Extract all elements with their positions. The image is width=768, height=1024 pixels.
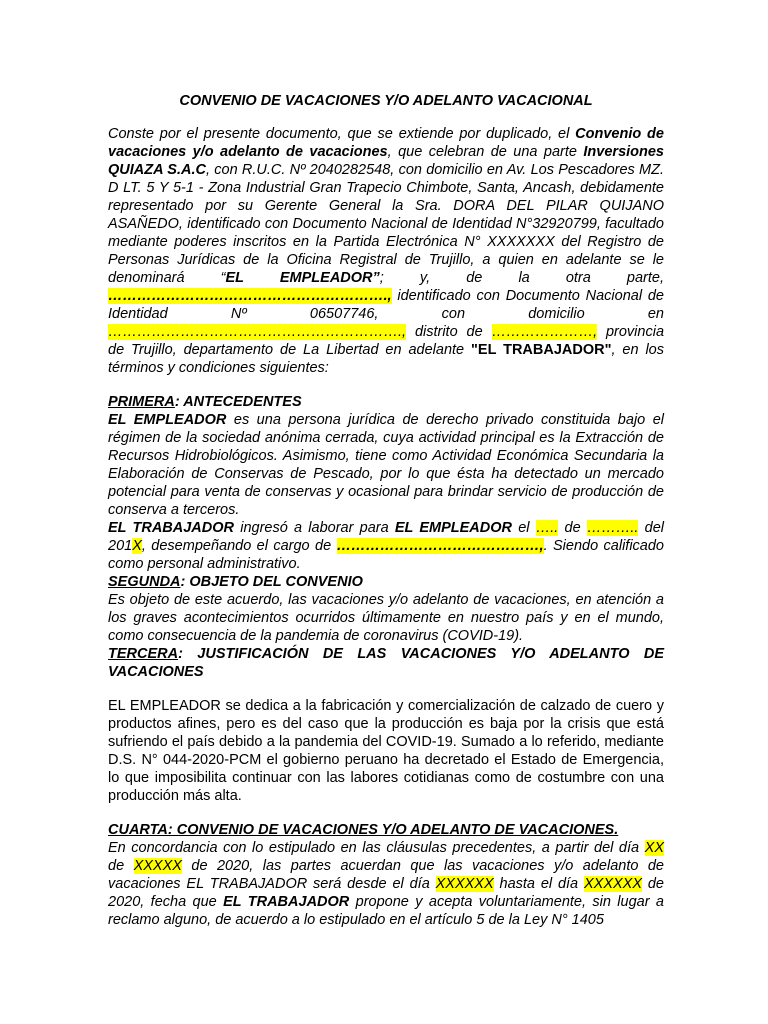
employer-label: EL EMPLEADOR” [225,270,380,286]
clause-title: : ANTECEDENTES [174,394,302,410]
clause-text: En concordancia con lo estipulado en las cláusulas precedentes, a partir del día [108,840,645,856]
month-blank: ……….. [586,520,639,536]
clause-title: : OBJETO DEL CONVENIO [180,574,363,590]
document-page [108,92,664,929]
tercera-paragraph: EL EMPLEADOR se dedica a la fabricación y comercialización de calzado de cuero y productos afines, pero es del caso que la producción es baja por la crisis que está sufriendo el país debido a la pandemia del COVID-19. Sumado a lo referido, mediante D.S. N° 044-2020-PCM el gobierno peruano ha decretado el Estado de Emergencia, lo que imposibilita continuar con las labores cotidianas como de costumbre con una producción más alta. [108,698,664,804]
agreement-name: Convenio de vacaciones y/o adelanto de vacaciones [108,126,664,160]
clause-number: TERCERA [108,646,179,662]
clause-text: hasta el día [493,876,584,892]
district-blank: …………………, [491,324,598,340]
intro-text: , con R.U.C. Nº 2040282548, con domicilio en Av. Los Pescadores MZ. D LT. 5 Y 5-1 - Zona Industrial Gran Trapecio Chimbote, Santa, Ancash, debidamente representado por su Gerente General la Sra. DORA DEL PILAR QUIJANO ASAÑEDO, identificado con Documento Nacional de Identidad N°32920799, facultado mediante poderes inscritos en la Partida Electrónica N° XXXXXXX del Registro de Personas Jurídicas de la Oficina Registral de Trujillo, a quien en adelante se le denominará “ [108,162,664,286]
intro-text: , que celebran de una parte [387,144,584,160]
segunda-paragraph: Es objeto de este acuerdo, las vacaciones y/o adelanto de vacaciones, en atención a los graves acontecimientos ocurridos últimamente en nuestro país y en el mundo, como consecuencia de la pandemia de coronavirus (COVID-19). [108,592,664,644]
intro-text: , en los términos y condiciones siguientes: [108,342,664,376]
month-blank: XXXXX [133,858,182,874]
document-title: CONVENIO DE VACACIONES Y/O ADELANTO VACACIONAL [179,93,593,109]
worker-label: EL TRABAJADOR [108,520,234,536]
clause-number: SEGUNDA [108,574,181,590]
primera-paragraph-2 [108,519,664,573]
start-date-blank: XXXXXX [435,876,494,892]
primera-heading [108,393,664,411]
clause-text: de 2020, fecha que [108,876,664,910]
tercera-heading [108,645,664,681]
clause-text: de [558,520,587,536]
day-blank: ….. [535,520,559,536]
clause-number: PRIMERA [108,394,175,410]
cuarta-paragraph [108,839,664,929]
year-blank: X [132,538,142,554]
intro-paragraph [108,125,664,377]
clause-text: el [512,520,536,536]
company-name: Inversiones QUIAZA S.A.C [108,144,664,178]
clause-title: : JUSTIFICACIÓN DE LAS VACACIONES Y/O ADELANTO DE VACACIONES [108,646,664,680]
day-blank: XX [644,840,664,856]
worker-name-blank: …………………………………………………., [108,288,392,304]
clause-text: propone y acepta voluntariamente, sin lugar a reclamo alguno, de acuerdo a lo estipulado en el artículo 5 de la Ley N° 1405 [108,894,664,928]
worker-label: EL TRABAJADOR [223,894,350,910]
worker-label: "EL TRABAJADOR" [471,342,612,358]
clause-text: es una persona jurídica de derecho privado constituida bajo el régimen de la sociedad anónima cerrada, cuya actividad principal es la Extracción de Recursos Hidrobiológicos. Asimismo, tiene como Actividad Económica Secundaria la Elaboración de Conservas de Pescado, por lo que ésta ha detectado un mercado potencial para venta de conservas y ocasional para brindar servicio de producción de conserva a terceros. [108,412,664,518]
intro-text: distrito de [406,324,492,340]
clause-text: de 2020, las partes acuerdan que las vacaciones y/o adelanto de vacaciones EL TRABAJADOR será desde el día [108,858,664,892]
primera-paragraph-1 [108,411,664,519]
clause-text: . Siendo calificado como personal administrativo. [108,538,664,572]
cuarta-heading: CUARTA: CONVENIO DE VACACIONES Y/O ADELANTO DE VACACIONES. [108,822,619,838]
address-blank: ……………………………………………………., [108,324,407,340]
segunda-heading [108,573,664,591]
position-blank: ……………………………………, [336,538,544,554]
end-date-blank: XXXXXX [583,876,643,892]
clause-text: de [108,858,134,874]
clause-text: ingresó a laborar para [234,520,395,536]
employer-label: EL EMPLEADOR [108,412,227,428]
clause-text: , desempeñando el cargo de [141,538,337,554]
employer-label: EL EMPLEADOR [394,520,513,536]
intro-text: ; y, de la otra parte, [379,270,664,286]
clause-text: del 201 [108,520,665,554]
intro-text: identificado con Documento Nacional de Identidad Nº 06507746, con domicilio en [108,288,664,322]
intro-text: Conste por el presente documento, que se extiende por duplicado, el [108,126,576,142]
intro-text: provincia de Trujillo, departamento de La Libertad en adelante [108,324,665,358]
